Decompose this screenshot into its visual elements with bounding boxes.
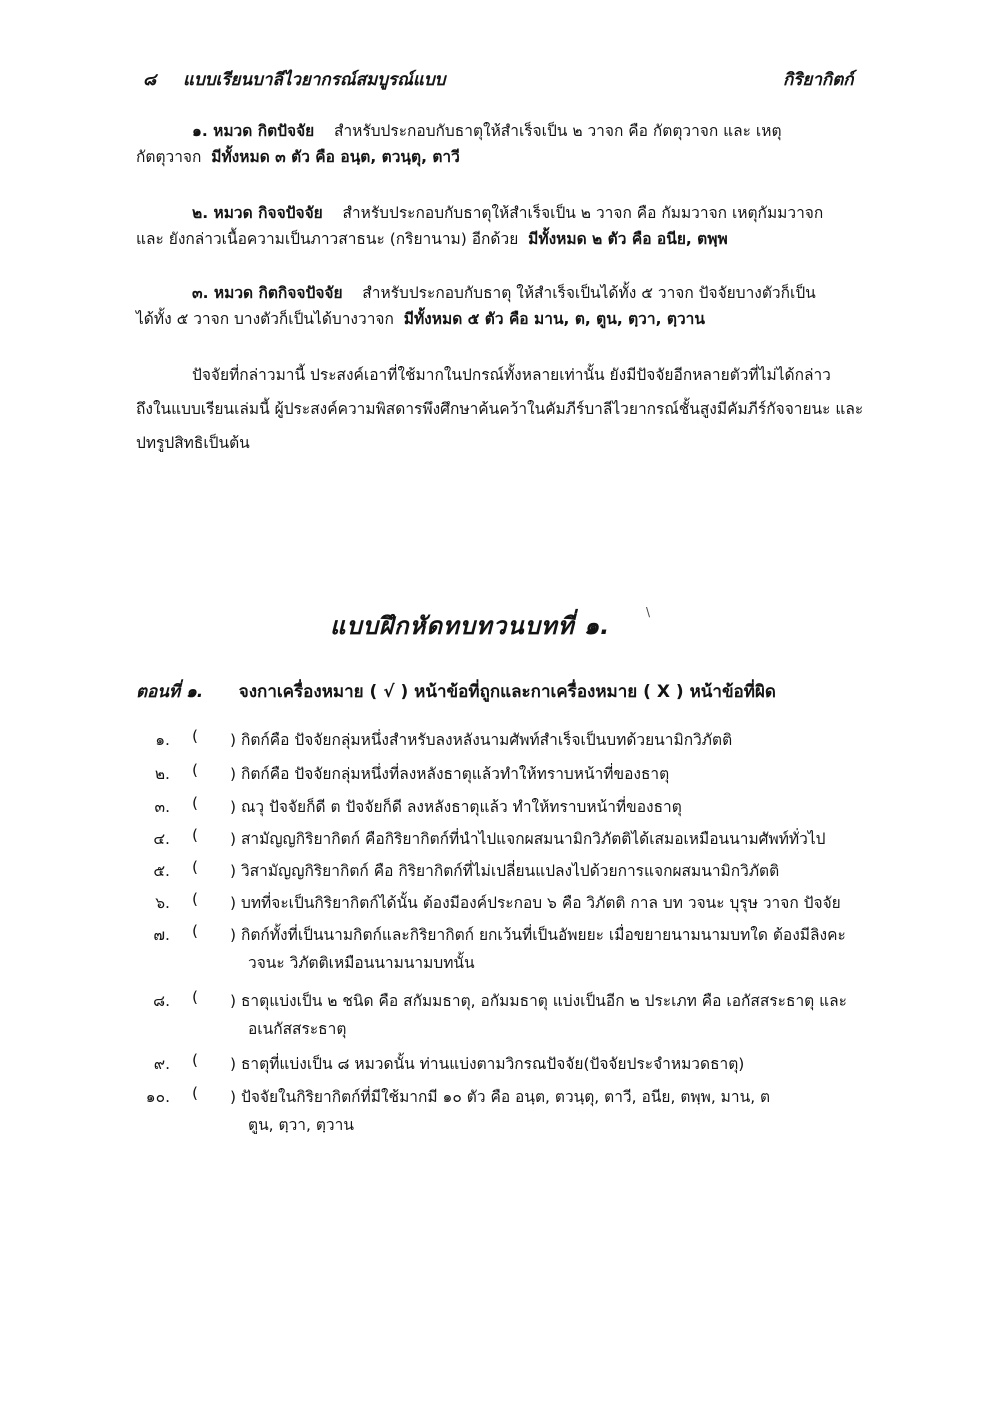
answer-box[interactable]: (	[192, 727, 199, 745]
question-text: ) ณวุ ปัจจัยก็ดี ต ปัจจัยก็ดี ลงหลังธาตุแล้ว ทำให้ทราบหน้าที่ของธาตุ	[230, 798, 682, 816]
page-number: ๘	[143, 70, 157, 90]
question-item	[130, 988, 870, 1048]
question-text-continued: ตูน, ตฺวา, ตฺวาน	[248, 1116, 354, 1134]
section-label: ตอนที่ ๑.	[136, 682, 204, 702]
paragraph-3-lead: ๓. หมวด กิตกิจจปัจจัย	[192, 284, 343, 302]
book-title: แบบเรียนบาลีไวยากรณ์สมบูรณ์แบบ	[183, 70, 446, 90]
chapter-title: กิริยากิตก์	[783, 70, 854, 90]
section-heading	[136, 678, 776, 705]
stray-mark: \	[646, 605, 651, 619]
paragraph-3-line2a: ได้ทั้ง ๕ วาจก บางตัวก็เป็นได้บางวาจก	[136, 310, 394, 328]
paragraph-1-lead: ๑. หมวด กิตปัจจัย	[192, 122, 315, 140]
paragraph-4	[136, 358, 863, 460]
paragraph-1-line2a: กัตตุวาจก	[136, 148, 202, 166]
question-number: ๗.	[153, 926, 170, 944]
paragraph-3	[136, 280, 816, 332]
paragraph-2-line1: สำหรับประกอบกับธาตุให้สำเร็จเป็น ๒ วาจก คือ กัมมวาจก เหตุกัมมวาจก	[342, 204, 824, 222]
paragraph-4-line3: ปทรูปสิทธิเป็นต้น	[136, 434, 250, 452]
question-item	[130, 922, 870, 982]
answer-box[interactable]: (	[192, 826, 199, 844]
question-number: ๘.	[153, 992, 170, 1010]
question-text: ) บทที่จะเป็นกิริยากิตก์ได้นั้น ต้องมีองค์ประกอบ ๖ คือ วิภัตติ กาล บท วจนะ บุรุษ วาจก ปัจจัย	[230, 894, 841, 912]
question-number: ๑๐.	[145, 1088, 170, 1106]
paragraph-2	[136, 200, 823, 252]
paragraph-1-line1: สำหรับประกอบกับธาตุให้สำเร็จเป็น ๒ วาจก คือ กัตตุวาจก และ เหตุ	[333, 122, 782, 140]
question-number: ๙.	[153, 1055, 170, 1073]
paragraph-3-line1: สำหรับประกอบกับธาตุ ให้สำเร็จเป็นได้ทั้ง ๕ วาจก ปัจจัยบางตัวก็เป็น	[362, 284, 816, 302]
paragraph-1-line2b: มีทั้งหมด ๓ ตัว คือ อนฺต, ตวนฺตุ, ตาวี	[211, 148, 460, 166]
answer-box[interactable]: (	[192, 1051, 199, 1069]
answer-box[interactable]: (	[192, 1084, 199, 1102]
paragraph-4-line1: ปัจจัยที่กล่าวมานี้ ประสงค์เอาที่ใช้มากในปกรณ์ทั้งหลายเท่านั้น ยังมีปัจจัยอีกหลายตัวที่ไม่ได้กล่าว	[192, 366, 831, 384]
question-item	[130, 1084, 870, 1144]
question-number: ๓.	[154, 798, 170, 816]
answer-box[interactable]: (	[192, 761, 199, 779]
paragraph-1	[136, 118, 782, 170]
question-text: ) ปัจจัยในกิริยากิตก์ที่มีใช้มากมี ๑๐ ตัว คือ อนฺต, ตวนฺตุ, ตาวี, อนีย, ตพฺพ, มาน, ต	[230, 1088, 771, 1106]
question-text: ) สามัญญกิริยากิตก์ คือกิริยากิตก์ที่นำไปแจกผสมนามิกวิภัตติได้เสมอเหมือนนามศัพท์ทั่วไป	[230, 830, 826, 848]
question-number: ๑.	[155, 731, 170, 749]
answer-box[interactable]: (	[192, 858, 199, 876]
question-number: ๕.	[153, 862, 170, 880]
question-text: ) ธาตุแบ่งเป็น ๒ ชนิด คือ สกัมมธาตุ, อกัมมธาตุ แบ่งเป็นอีก ๒ ประเภท คือ เอกัสสระธาตุ และ	[230, 992, 847, 1010]
paragraph-2-line2a: และ ยังกล่าวเนื้อความเป็นภาวสาธนะ (กริยานาม) อีกด้วย	[136, 230, 519, 248]
paragraph-3-line2b: มีทั้งหมด ๕ ตัว คือ มาน, ต, ตูน, ตฺวา, ตฺวาน	[403, 310, 705, 328]
paragraph-2-line2b: มีทั้งหมด ๒ ตัว คือ อนีย, ตพฺพ	[528, 230, 728, 248]
question-number: ๖.	[155, 894, 170, 912]
question-text: ) ธาตุที่แบ่งเป็น ๘ หมวดนั้น ท่านแบ่งตามวิกรณปัจจัย(ปัจจัยประจำหมวดธาตุ)	[230, 1055, 745, 1073]
question-text: ) กิตก์ทั้งที่เป็นนามกิตก์และกิริยากิตก์ ยกเว้นที่เป็นอัพยยะ เมื่อขยายนามนามบทใด ต้องมีลิงคะ	[230, 926, 846, 944]
answer-box[interactable]: (	[192, 794, 199, 812]
question-text: ) กิตก์คือ ปัจจัยกลุ่มหนึ่งสำหรับลงหลังนามศัพท์สำเร็จเป็นบทด้วยนามิกวิภัตติ	[230, 731, 733, 749]
question-number: ๔.	[153, 830, 170, 848]
question-text-continued: อเนกัสสระธาตุ	[248, 1020, 347, 1038]
question-text-continued: วจนะ วิภัตติเหมือนนามนามบทนั้น	[248, 954, 475, 972]
answer-box[interactable]: (	[192, 890, 199, 908]
question-text: ) กิตก์คือ ปัจจัยกลุ่มหนึ่งที่ลงหลังธาตุแล้วทำให้ทราบหน้าที่ของธาตุ	[230, 765, 670, 783]
answer-box[interactable]: (	[192, 922, 199, 940]
question-text: ) วิสามัญญกิริยากิตก์ คือ กิริยากิตก์ที่ไม่เปลี่ยนแปลงไปด้วยการแจกผสมนามิกวิภัตติ	[230, 862, 780, 880]
answer-box[interactable]: (	[192, 988, 199, 1006]
exercise-title: แบบฝึกหัดทบทวนบทที่ ๑.	[330, 612, 611, 640]
section-instruction: จงกาเครื่องหมาย ( √ ) หน้าข้อที่ถูกและกาเครื่องหมาย ( X ) หน้าข้อที่ผิด	[238, 682, 776, 702]
paragraph-4-line2: ถึงในแบบเรียนเล่มนี้ ผู้ประสงค์ความพิสดารพึงศึกษาค้นคว้าในคัมภีร์บาลีไวยากรณ์ชั้นสูงมีคัมภีร์กัจจายนะ และ	[136, 400, 864, 418]
paragraph-2-lead: ๒. หมวด กิจจปัจจัย	[192, 204, 323, 222]
question-number: ๒.	[154, 765, 170, 783]
